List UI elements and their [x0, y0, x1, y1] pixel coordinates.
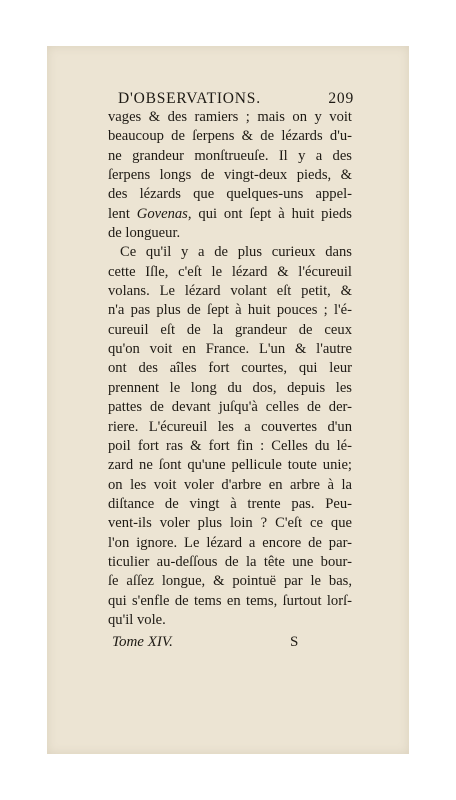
text-line: riere. L'écureuil les a couvertes d'un: [108, 418, 352, 435]
page-number: 209: [328, 90, 354, 107]
text-line: qu'il vole.: [108, 611, 166, 628]
text-line: qui s'enfle de tems en tems, ſurtout lorſ-: [108, 592, 352, 609]
text-line: beaucoup de ſerpens & de lézards d'u-: [108, 128, 352, 145]
signature-mark: S: [290, 634, 299, 650]
italic-term: Govenas: [136, 205, 188, 222]
text-line: des lézards que quelques-uns appel-: [108, 186, 352, 203]
text-line: diſtance de vingt à trente pas. Peu-: [108, 495, 352, 512]
text-line: n'a pas plus de ſept à huit pouces ; l'é-: [108, 302, 352, 319]
text-line: ſe aſſez longue, & pointuë par le bas,: [108, 573, 352, 590]
text-line: qu'on voit en France. L'un & l'autre: [108, 341, 352, 358]
text-line: vages & des ramiers ; mais on y voit: [108, 109, 352, 125]
text-line: Ce qu'il y a de plus curieux dans: [120, 244, 352, 261]
text-line: ne grandeur monſtrueuſe. Il y a des: [108, 147, 352, 164]
running-head: D'OBSERVATIONS.: [118, 90, 261, 107]
text-line: poil fort ras & fort fin : Celles du lé-: [108, 437, 352, 454]
text-line: on les voit voler d'arbre en arbre à la: [108, 476, 352, 493]
text-line: [108, 205, 352, 224]
body-text: [108, 108, 352, 630]
text-line: cette Iſle, c'eſt le lézard & l'écureuil: [108, 263, 352, 280]
text-line: ſerpens longs de vingt-deux pieds, &: [108, 167, 352, 184]
text-fragment: lent: [108, 205, 137, 222]
text-fragment: , qui ont ſept à huit pieds: [187, 205, 352, 222]
text-line: cureuil eſt de la grandeur de ceux: [108, 321, 352, 338]
page-header: [118, 90, 354, 108]
text-line: volans. Le lézard volant eſt petit, &: [108, 283, 352, 300]
text-line: de longueur.: [108, 225, 181, 242]
text-line: zard ne ſont qu'une pellicule toute unie;: [108, 457, 352, 474]
text-line: prennent le long du dos, depuis les: [108, 379, 352, 396]
text-line: ticulier au-deſſous de la tête une bour-: [108, 553, 352, 570]
text-line: l'on ignore. Le lézard a encore de par-: [108, 534, 352, 551]
volume-label: Tome XIV.: [112, 634, 173, 650]
text-line: ont des aîles fort courtes, qui leur: [108, 360, 352, 377]
text-line: vent-ils voler plus loin ? C'eſt ce que: [108, 515, 352, 532]
text-line: pattes de devant juſqu'à celles de der-: [108, 399, 352, 416]
